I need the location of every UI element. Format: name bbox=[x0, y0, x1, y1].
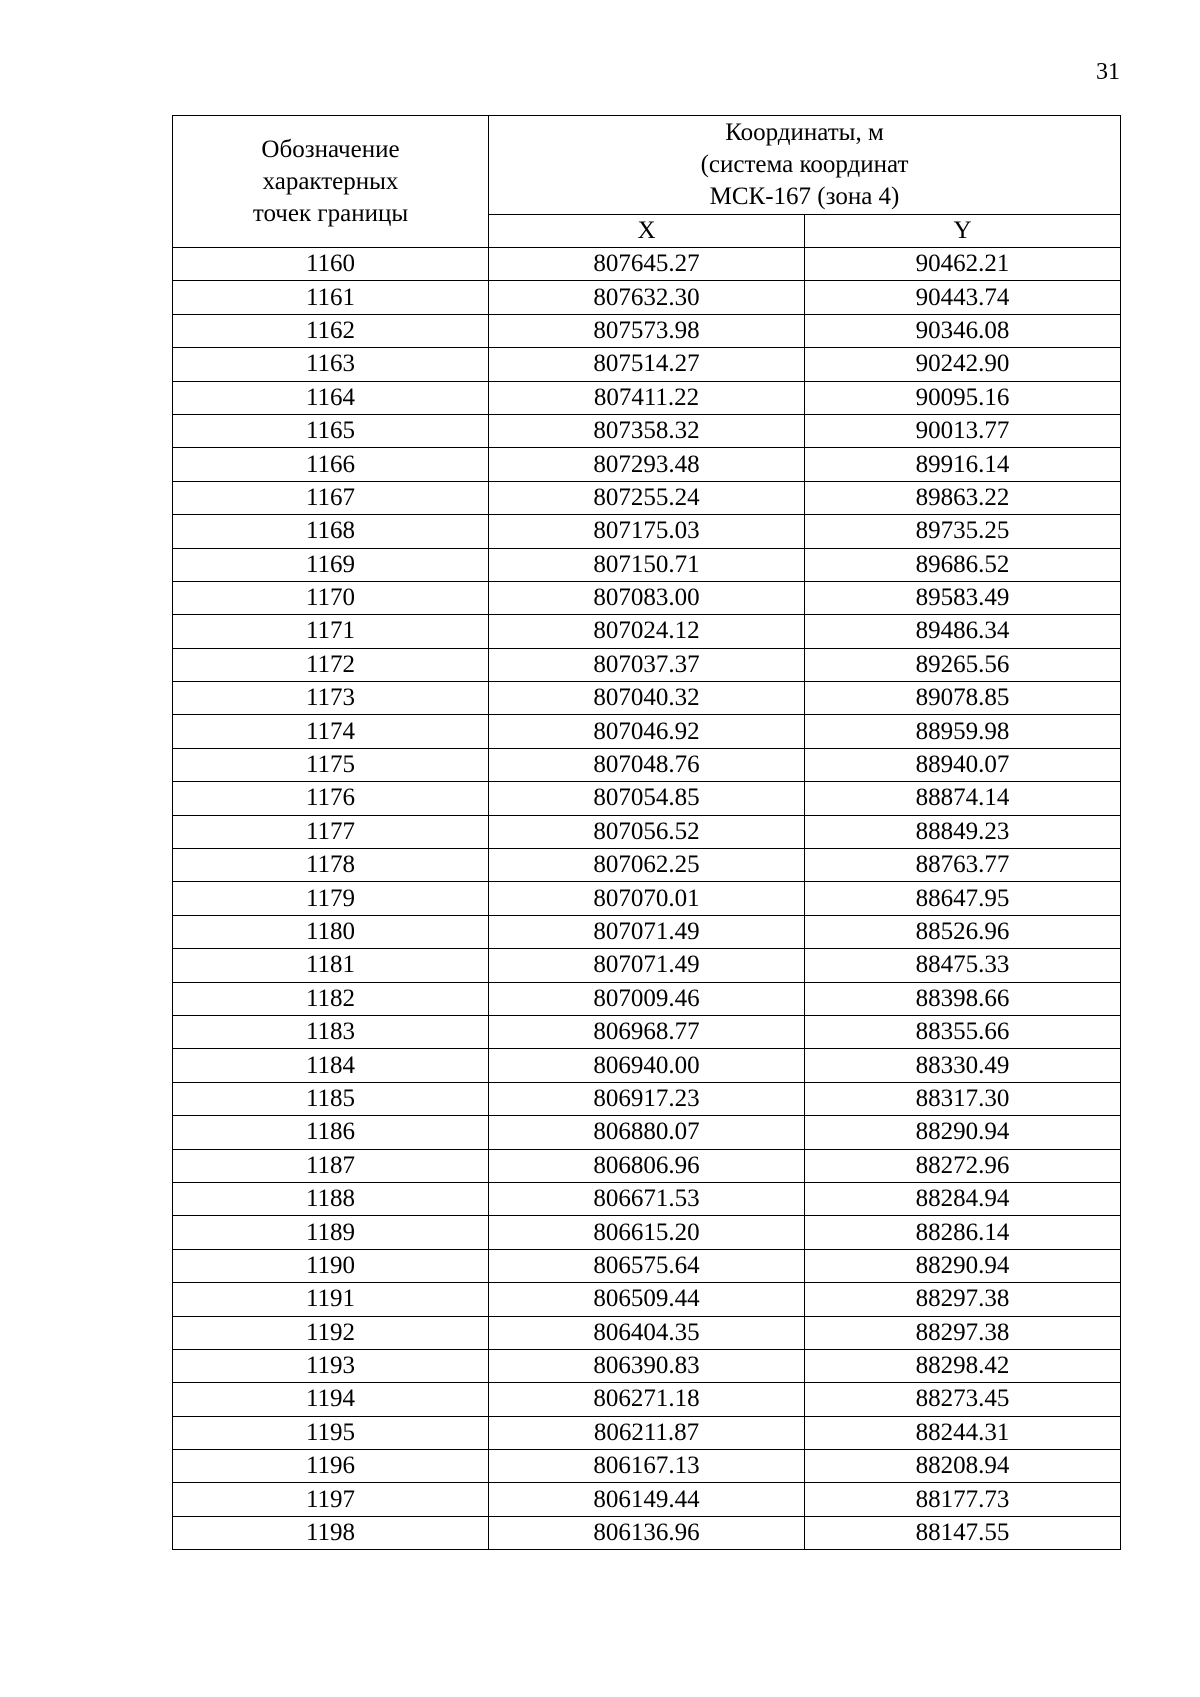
y-cell: 90443.74 bbox=[805, 281, 1121, 314]
point-cell: 1173 bbox=[173, 682, 489, 715]
y-cell: 88290.94 bbox=[805, 1116, 1121, 1149]
point-cell: 1192 bbox=[173, 1316, 489, 1349]
x-cell: 807358.32 bbox=[489, 414, 805, 447]
table-row bbox=[173, 949, 1121, 982]
y-cell: 88273.45 bbox=[805, 1383, 1121, 1416]
y-cell: 90013.77 bbox=[805, 414, 1121, 447]
x-cell: 807071.49 bbox=[489, 915, 805, 948]
point-cell: 1184 bbox=[173, 1049, 489, 1082]
x-cell: 807411.22 bbox=[489, 381, 805, 414]
table-row bbox=[173, 314, 1121, 347]
x-cell: 806271.18 bbox=[489, 1383, 805, 1416]
table-header bbox=[173, 116, 1121, 248]
x-cell: 806917.23 bbox=[489, 1082, 805, 1115]
x-cell: 807150.71 bbox=[489, 548, 805, 581]
y-cell: 88177.73 bbox=[805, 1483, 1121, 1516]
x-cell: 807071.49 bbox=[489, 949, 805, 982]
y-cell: 88849.23 bbox=[805, 815, 1121, 848]
point-cell: 1168 bbox=[173, 515, 489, 548]
x-cell: 806806.96 bbox=[489, 1149, 805, 1182]
table-row bbox=[173, 1149, 1121, 1182]
table-row bbox=[173, 748, 1121, 781]
x-cell: 807054.85 bbox=[489, 782, 805, 815]
table-row bbox=[173, 1182, 1121, 1215]
point-cell: 1181 bbox=[173, 949, 489, 982]
table-row bbox=[173, 682, 1121, 715]
table-row bbox=[173, 581, 1121, 614]
y-cell: 88297.38 bbox=[805, 1316, 1121, 1349]
table-row bbox=[173, 982, 1121, 1015]
y-cell: 89735.25 bbox=[805, 515, 1121, 548]
table-row bbox=[173, 648, 1121, 681]
y-cell: 90242.90 bbox=[805, 348, 1121, 381]
y-cell: 88208.94 bbox=[805, 1450, 1121, 1483]
x-cell: 807645.27 bbox=[489, 248, 805, 281]
x-cell: 806149.44 bbox=[489, 1483, 805, 1516]
point-cell: 1177 bbox=[173, 815, 489, 848]
point-cell: 1166 bbox=[173, 448, 489, 481]
point-cell: 1175 bbox=[173, 748, 489, 781]
y-cell: 90462.21 bbox=[805, 248, 1121, 281]
header-coordinates-line: Координаты, м bbox=[725, 119, 884, 146]
point-cell: 1188 bbox=[173, 1182, 489, 1215]
y-cell: 88317.30 bbox=[805, 1082, 1121, 1115]
y-cell: 88147.55 bbox=[805, 1516, 1121, 1549]
x-cell: 807062.25 bbox=[489, 849, 805, 882]
table-row bbox=[173, 1483, 1121, 1516]
point-cell: 1163 bbox=[173, 348, 489, 381]
table-row bbox=[173, 1015, 1121, 1048]
x-cell: 806940.00 bbox=[489, 1049, 805, 1082]
point-cell: 1183 bbox=[173, 1015, 489, 1048]
table-row bbox=[173, 1249, 1121, 1282]
y-cell: 88298.42 bbox=[805, 1349, 1121, 1382]
point-cell: 1193 bbox=[173, 1349, 489, 1382]
x-cell: 807024.12 bbox=[489, 615, 805, 648]
point-cell: 1187 bbox=[173, 1149, 489, 1182]
point-cell: 1190 bbox=[173, 1249, 489, 1282]
table-body bbox=[173, 248, 1121, 1550]
x-cell: 807514.27 bbox=[489, 348, 805, 381]
y-cell: 88244.31 bbox=[805, 1416, 1121, 1449]
table-row bbox=[173, 1516, 1121, 1549]
y-cell: 88874.14 bbox=[805, 782, 1121, 815]
x-cell: 807048.76 bbox=[489, 748, 805, 781]
y-cell: 88286.14 bbox=[805, 1216, 1121, 1249]
y-cell: 88940.07 bbox=[805, 748, 1121, 781]
table-row bbox=[173, 281, 1121, 314]
header-y: Y bbox=[805, 215, 1121, 248]
y-cell: 88959.98 bbox=[805, 715, 1121, 748]
y-cell: 88330.49 bbox=[805, 1049, 1121, 1082]
table-row bbox=[173, 1450, 1121, 1483]
table-row bbox=[173, 849, 1121, 882]
table-row bbox=[173, 1116, 1121, 1149]
point-cell: 1174 bbox=[173, 715, 489, 748]
table-row bbox=[173, 481, 1121, 514]
y-cell: 88475.33 bbox=[805, 949, 1121, 982]
header-coordinates-line: (система координат bbox=[700, 151, 909, 178]
x-cell: 807037.37 bbox=[489, 648, 805, 681]
header-designation-line: характерных bbox=[262, 167, 399, 195]
y-cell: 88526.96 bbox=[805, 915, 1121, 948]
x-cell: 806968.77 bbox=[489, 1015, 805, 1048]
table-row bbox=[173, 414, 1121, 447]
page-number: 31 bbox=[1096, 59, 1120, 85]
point-cell: 1161 bbox=[173, 281, 489, 314]
y-cell: 89686.52 bbox=[805, 548, 1121, 581]
header-coordinates-line: МСК-167 (зона 4) bbox=[709, 183, 900, 210]
x-cell: 807056.52 bbox=[489, 815, 805, 848]
table-row bbox=[173, 1082, 1121, 1115]
point-cell: 1178 bbox=[173, 849, 489, 882]
y-cell: 88355.66 bbox=[805, 1015, 1121, 1048]
y-cell: 88290.94 bbox=[805, 1249, 1121, 1282]
y-cell: 88763.77 bbox=[805, 849, 1121, 882]
point-cell: 1186 bbox=[173, 1116, 489, 1149]
x-cell: 807255.24 bbox=[489, 481, 805, 514]
point-cell: 1164 bbox=[173, 381, 489, 414]
table-row bbox=[173, 715, 1121, 748]
table-row bbox=[173, 815, 1121, 848]
point-cell: 1165 bbox=[173, 414, 489, 447]
point-cell: 1180 bbox=[173, 915, 489, 948]
header-x: X bbox=[489, 215, 805, 248]
y-cell: 89265.56 bbox=[805, 648, 1121, 681]
x-cell: 807632.30 bbox=[489, 281, 805, 314]
x-cell: 806211.87 bbox=[489, 1416, 805, 1449]
table-row bbox=[173, 515, 1121, 548]
table-row bbox=[173, 348, 1121, 381]
table-row bbox=[173, 1283, 1121, 1316]
x-cell: 807175.03 bbox=[489, 515, 805, 548]
point-cell: 1182 bbox=[173, 982, 489, 1015]
x-cell: 807046.92 bbox=[489, 715, 805, 748]
table-row bbox=[173, 882, 1121, 915]
header-designation bbox=[173, 116, 489, 248]
x-cell: 806615.20 bbox=[489, 1216, 805, 1249]
table-row bbox=[173, 448, 1121, 481]
x-cell: 806575.64 bbox=[489, 1249, 805, 1282]
point-cell: 1196 bbox=[173, 1450, 489, 1483]
point-cell: 1191 bbox=[173, 1283, 489, 1316]
point-cell: 1167 bbox=[173, 481, 489, 514]
point-cell: 1194 bbox=[173, 1383, 489, 1416]
point-cell: 1160 bbox=[173, 248, 489, 281]
point-cell: 1172 bbox=[173, 648, 489, 681]
y-cell: 90346.08 bbox=[805, 314, 1121, 347]
x-cell: 806136.96 bbox=[489, 1516, 805, 1549]
x-cell: 807083.00 bbox=[489, 581, 805, 614]
header-designation-line: точек границы bbox=[252, 199, 409, 227]
y-cell: 89916.14 bbox=[805, 448, 1121, 481]
coordinates-table bbox=[172, 115, 1121, 1550]
table-row bbox=[173, 1416, 1121, 1449]
point-cell: 1171 bbox=[173, 615, 489, 648]
y-cell: 88284.94 bbox=[805, 1182, 1121, 1215]
y-cell: 88398.66 bbox=[805, 982, 1121, 1015]
table-row bbox=[173, 381, 1121, 414]
point-cell: 1185 bbox=[173, 1082, 489, 1115]
point-cell: 1197 bbox=[173, 1483, 489, 1516]
x-cell: 806671.53 bbox=[489, 1182, 805, 1215]
y-cell: 88647.95 bbox=[805, 882, 1121, 915]
table-row bbox=[173, 782, 1121, 815]
header-designation-line: Обозначение bbox=[261, 135, 400, 163]
point-cell: 1176 bbox=[173, 782, 489, 815]
table-row bbox=[173, 1349, 1121, 1382]
x-cell: 807293.48 bbox=[489, 448, 805, 481]
table-row bbox=[173, 1316, 1121, 1349]
x-cell: 806167.13 bbox=[489, 1450, 805, 1483]
y-cell: 89583.49 bbox=[805, 581, 1121, 614]
x-cell: 807040.32 bbox=[489, 682, 805, 715]
point-cell: 1170 bbox=[173, 581, 489, 614]
x-cell: 807573.98 bbox=[489, 314, 805, 347]
table-row bbox=[173, 548, 1121, 581]
x-cell: 807009.46 bbox=[489, 982, 805, 1015]
x-cell: 806404.35 bbox=[489, 1316, 805, 1349]
x-cell: 806509.44 bbox=[489, 1283, 805, 1316]
table-row bbox=[173, 1383, 1121, 1416]
point-cell: 1162 bbox=[173, 314, 489, 347]
point-cell: 1189 bbox=[173, 1216, 489, 1249]
y-cell: 89078.85 bbox=[805, 682, 1121, 715]
table-row bbox=[173, 915, 1121, 948]
x-cell: 806390.83 bbox=[489, 1349, 805, 1382]
table-row bbox=[173, 1216, 1121, 1249]
x-cell: 806880.07 bbox=[489, 1116, 805, 1149]
table-row bbox=[173, 248, 1121, 281]
y-cell: 90095.16 bbox=[805, 381, 1121, 414]
point-cell: 1198 bbox=[173, 1516, 489, 1549]
y-cell: 88297.38 bbox=[805, 1283, 1121, 1316]
y-cell: 88272.96 bbox=[805, 1149, 1121, 1182]
table-row bbox=[173, 615, 1121, 648]
y-cell: 89863.22 bbox=[805, 481, 1121, 514]
point-cell: 1179 bbox=[173, 882, 489, 915]
x-cell: 807070.01 bbox=[489, 882, 805, 915]
point-cell: 1195 bbox=[173, 1416, 489, 1449]
y-cell: 89486.34 bbox=[805, 615, 1121, 648]
point-cell: 1169 bbox=[173, 548, 489, 581]
header-coordinates bbox=[489, 116, 1121, 215]
table-row bbox=[173, 1049, 1121, 1082]
